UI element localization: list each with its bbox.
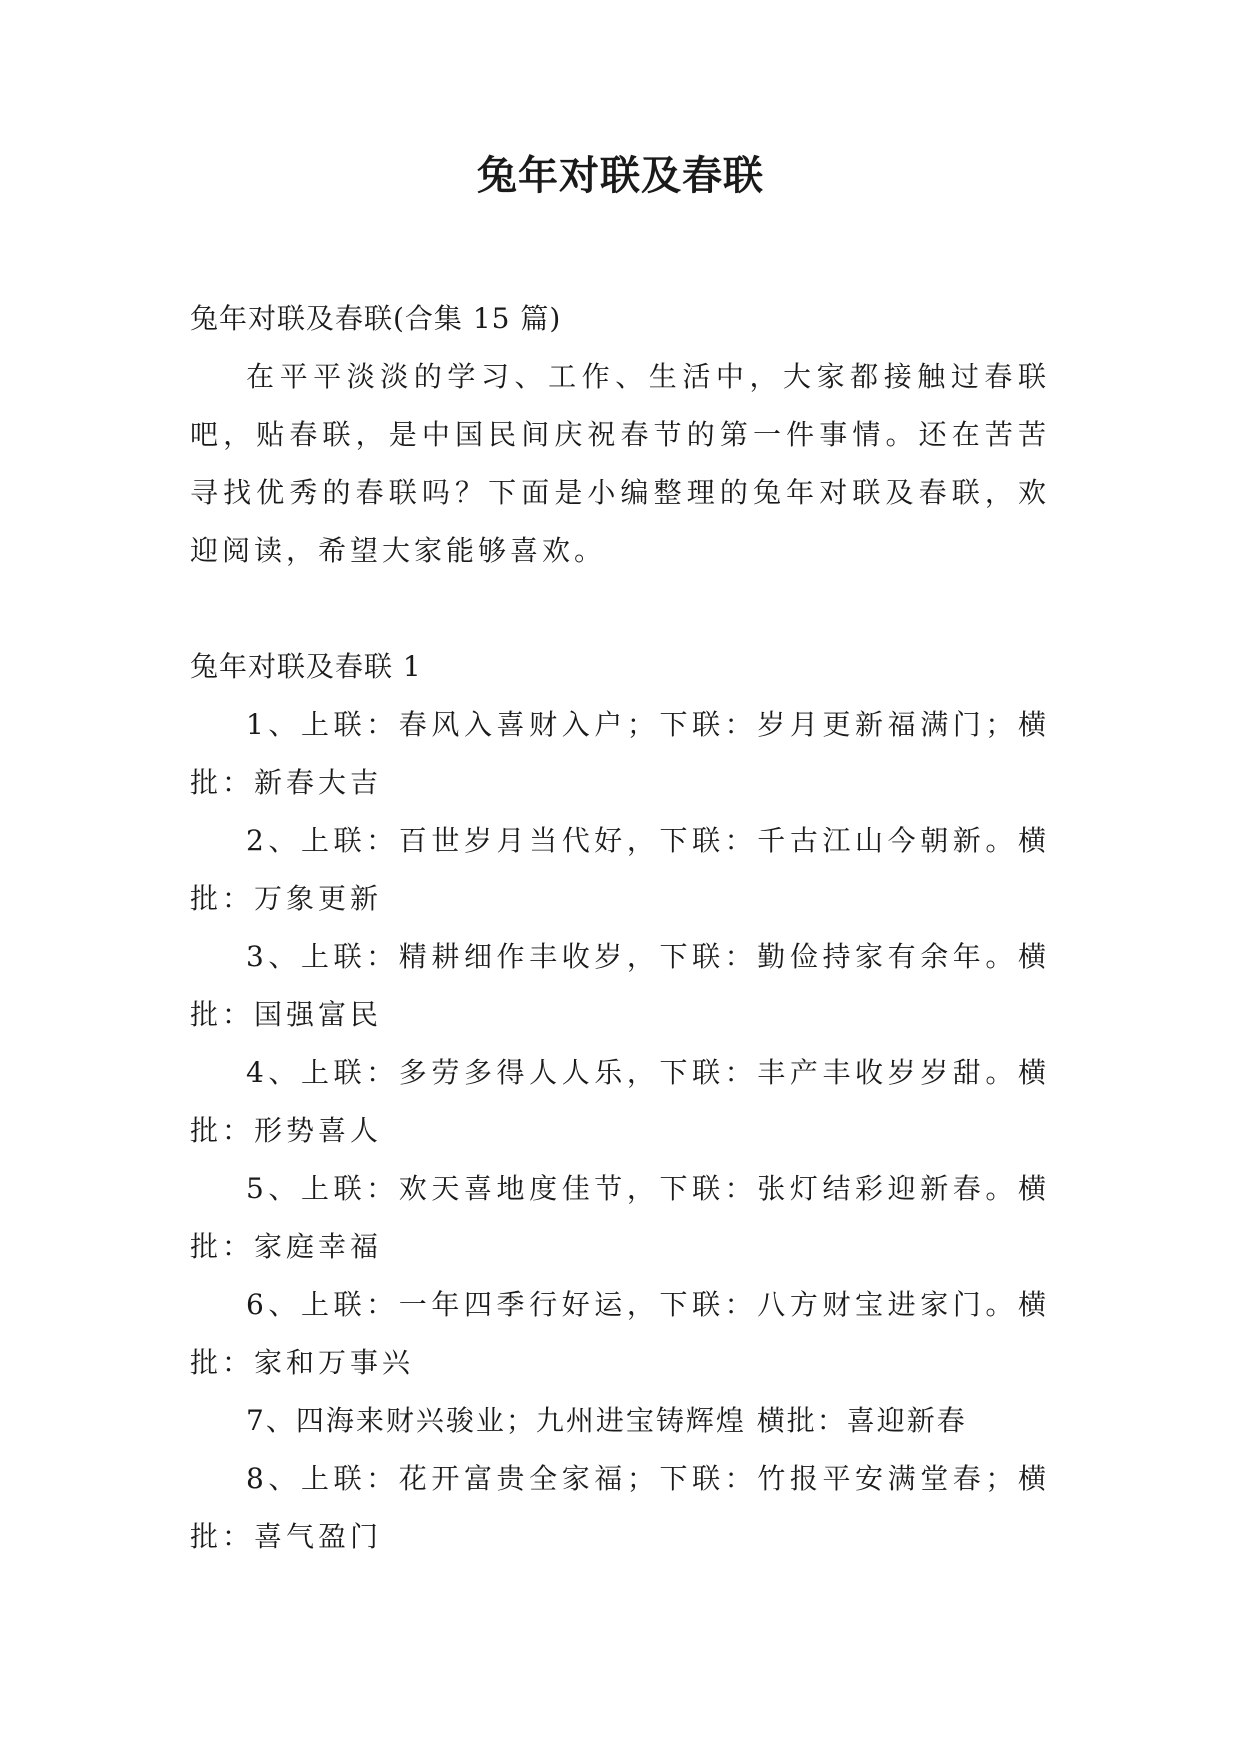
- document-subtitle: 兔年对联及春联(合集 15 篇): [190, 302, 562, 335]
- couplet-item-2: 2、上联：百世岁月当代好，下联：千古江山今朝新。横批：万象更新: [190, 824, 1050, 915]
- document-title: 兔年对联及春联: [477, 152, 764, 199]
- couplet-item-7: 7、四海来财兴骏业；九州进宝铸辉煌 横批：喜迎新春: [246, 1404, 967, 1437]
- paragraph-gap: [190, 580, 1050, 638]
- couplet-item-6: 6、上联：一年四季行好运，下联：八方财宝进家门。横批：家和万事兴: [190, 1288, 1050, 1379]
- couplet-item-5: 5、上联：欢天喜地度佳节，下联：张灯结彩迎新春。横批：家庭幸福: [190, 1172, 1050, 1263]
- couplet-item-8: 8、上联：花开富贵全家福；下联：竹报平安满堂春；横批：喜气盈门: [190, 1462, 1050, 1553]
- couplet-item-3: 3、上联：精耕细作丰收岁，下联：勤俭持家有余年。横批：国强富民: [190, 940, 1050, 1031]
- intro-paragraph: 在平平淡淡的学习、工作、生活中，大家都接触过春联吧，贴春联，是中国民间庆祝春节的第一件事情。还在苦苦寻找优秀的春联吗？下面是小编整理的兔年对联及春联，欢迎阅读，希望大家能够喜欢。: [190, 360, 1050, 567]
- section-heading: 兔年对联及春联 1: [190, 650, 422, 683]
- document-body: [190, 290, 1050, 1566]
- couplet-item-1: 1、上联：春风入喜财入户；下联：岁月更新福满门；横批：新春大吉: [190, 708, 1050, 799]
- couplet-item-4: 4、上联：多劳多得人人乐，下联：丰产丰收岁岁甜。横批：形势喜人: [190, 1056, 1050, 1147]
